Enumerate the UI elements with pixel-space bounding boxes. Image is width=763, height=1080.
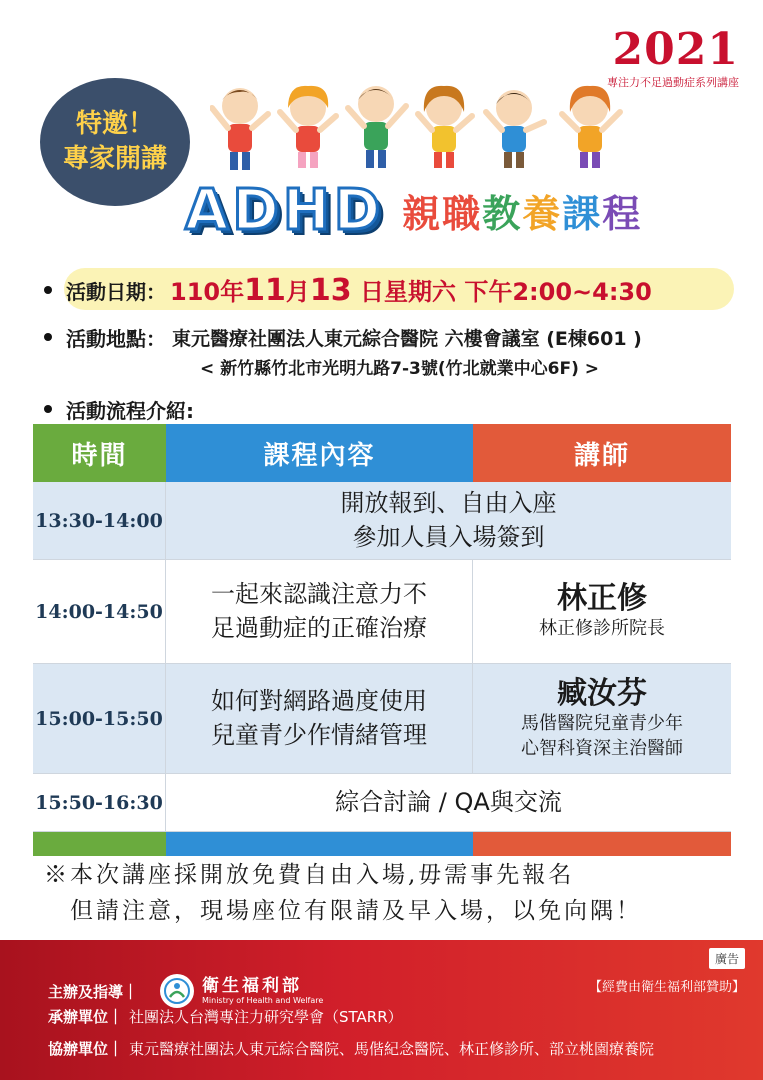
content-line: 足過動症的正確治療 [211,613,427,642]
row-content [166,482,731,559]
date-weekday-time: 日星期六 下午2:00~4:30 [351,278,652,306]
undertaker-row [48,1006,403,1027]
mohw-name [202,977,323,1005]
course-title-char: 程 [602,191,643,236]
flow-label: 活動流程介紹: [66,398,194,423]
header-time: 時間 [33,424,166,482]
course-title-char: 養 [522,191,563,236]
date-row [44,268,734,312]
content-line: 兒童青少作情緒管理 [211,720,427,749]
bullet-dot [44,286,52,294]
organizer-row [48,974,323,1008]
row-time: 13:30-14:00 [33,482,166,559]
mohw-name-en: Ministry of Health and Welfare [202,995,324,1005]
table-row [33,482,731,560]
course-title-char: 教 [482,191,523,236]
speaker-title: 林正修診所院長 [539,618,665,640]
funding-note: 【經費由衛生福利部贊助】 [588,980,745,995]
schedule-table [33,424,731,856]
invite-line-1: 特邀！ [75,108,154,139]
mohw-name-zh: 衛生福利部 [202,975,303,996]
adhd-title: ADHD [185,177,385,243]
row-speaker [473,664,731,773]
ad-tag: 廣告 [709,948,745,969]
notice-line-1: ※本次講座採開放免費自由入場,毋需事先報名 [44,862,575,888]
footer-bar-green [33,832,166,856]
course-title-row [185,175,642,245]
location-value: 東元醫療社團法人東元綜合醫院 六樓會議室 (E棟601 ) [172,327,642,350]
location-address: < 新竹縣竹北市光明九路7-3號(竹北就業中心6F) > [200,359,600,379]
content-line: 如何對網路過度使用 [211,686,427,715]
date-day: 13 [309,273,352,308]
event-info [44,268,734,426]
speaker-name: 臧汝芬 [557,676,647,712]
year-text: 2021 [612,24,739,75]
header-content: 課程內容 [166,424,473,482]
kid-2 [280,86,336,168]
row-time: 14:00-14:50 [33,560,166,663]
row-content [166,774,731,831]
course-title-char: 職 [442,191,483,236]
co-organizer-row [48,1038,654,1059]
date-label: 活動日期： [66,279,166,304]
flow-row [44,392,734,426]
header-speaker: 講師 [473,424,731,482]
speaker-name: 林正修 [557,581,647,617]
notice-line-2: 但請注意，現場座位有限請及早入場，以免向隅！ [70,897,642,924]
footer-bar-red [473,832,731,856]
undertaker-value: 社團法人台灣專注力研究學會（STARR） [129,1008,403,1026]
date-value [170,272,652,308]
kid-5 [486,90,544,168]
schedule-header [33,424,731,482]
date-year: 110年 [170,278,245,306]
table-row [33,560,731,664]
mohw-emblem-graphic [163,977,191,1005]
undertaker-label: 承辦單位｜ [48,1008,124,1026]
bullet-dot [44,333,52,341]
kid-6 [562,86,620,168]
kid-3 [348,86,406,168]
mohw-emblem-icon [160,974,194,1008]
content-line: 開放報到、自由入座 [340,488,557,517]
mohw-logo-block [160,974,323,1008]
organizer-label: 主辦及指導｜ [48,982,139,1001]
jumping-kids-illustration [210,78,630,173]
row-content [166,560,473,663]
table-row [33,664,731,774]
footer-bar-blue [166,832,473,856]
row-time: 15:50-16:30 [33,774,166,831]
co-organizer-value: 東元醫療社團法人東元綜合醫院、馬偕紀念醫院、林正修診所、部立桃園療養院 [129,1040,655,1058]
schedule-footer-bar [33,832,731,856]
table-row [33,774,731,832]
kid-1 [212,88,268,170]
date-month-unit: 月 [285,278,310,306]
row-content [166,664,473,773]
location-row [44,322,734,352]
course-title [402,183,642,238]
content-line: 參加人員入場簽到 [352,522,545,551]
speaker-title: 心智科資深主治醫師 [521,737,683,759]
content-line: 綜合討論 / QA與交流 [335,787,562,816]
row-time: 15:00-15:50 [33,664,166,773]
location-label: 活動地點： [66,326,166,351]
entry-notice [44,858,724,929]
kid-4 [418,86,472,168]
series-text: 專注力不足過動症系列講座 [607,76,739,89]
course-title-char: 親 [402,191,443,236]
content-line: 一起來認識注意力不 [211,579,427,608]
bullet-dot [44,405,52,413]
special-invite-badge [40,78,190,206]
sponsor-footer [0,940,763,1080]
co-organizer-label: 協辦單位｜ [48,1040,124,1058]
speaker-title: 馬偕醫院兒童青少年 [521,713,683,735]
date-month: 11 [244,273,286,308]
invite-line-2: 專家開講 [62,144,167,174]
row-speaker [473,560,731,663]
course-title-char: 課 [562,191,603,236]
